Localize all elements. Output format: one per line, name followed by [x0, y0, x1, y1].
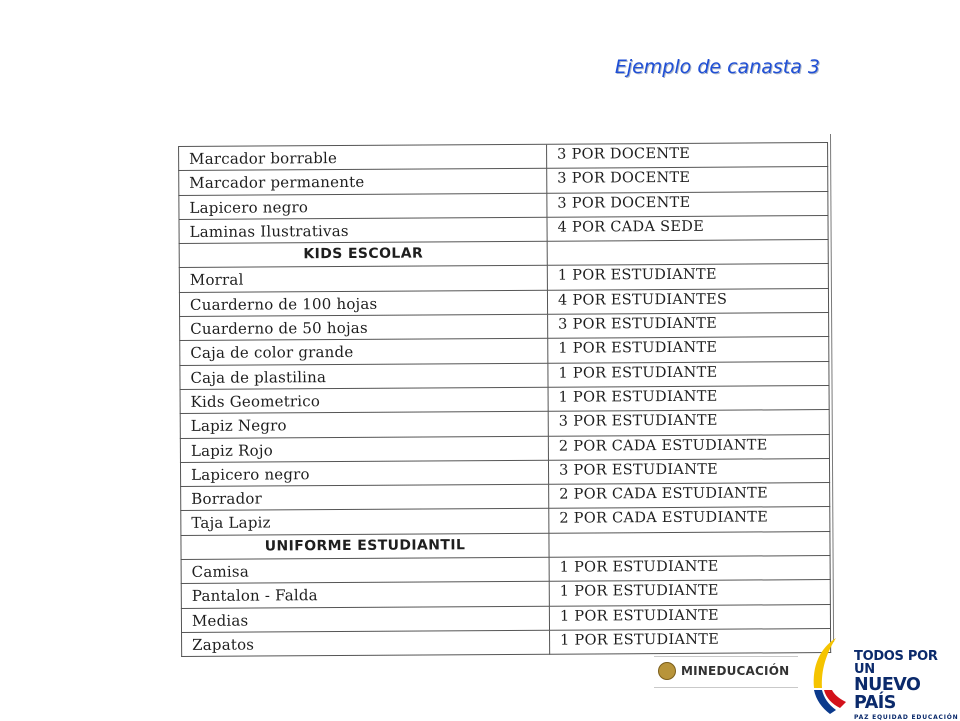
quantity-cell: 1 POR ESTUDIANTE — [558, 340, 718, 358]
colombia-flag-icon — [806, 636, 850, 716]
column-divider — [547, 242, 548, 266]
coat-of-arms-icon — [658, 662, 676, 680]
column-divider — [548, 461, 549, 485]
item-cell: Lapicero negro — [191, 465, 310, 484]
quantity-cell: 3 POR DOCENTE — [557, 194, 691, 212]
section-title: UNIFORME ESTUDIANTIL — [264, 537, 466, 555]
item-cell: Lapicero negro — [189, 197, 309, 217]
column-divider — [549, 631, 550, 655]
footer-logos — [650, 632, 960, 720]
quantity-cell: 2 POR CADA ESTUDIANTE — [559, 509, 769, 528]
item-cell: Camisa — [191, 562, 250, 581]
quantity-cell: 3 POR ESTUDIANTE — [558, 315, 718, 333]
quantity-cell: 3 POR DOCENTE — [557, 145, 691, 163]
item-cell: Marcador permanente — [189, 173, 365, 193]
column-divider — [546, 145, 547, 169]
item-cell: Cuarderno de 100 hojas — [189, 294, 378, 314]
item-cell: Kids Geometrico — [190, 392, 321, 411]
column-divider — [548, 436, 549, 460]
section-title: KIDS ESCOLAR — [303, 245, 424, 263]
column-divider — [546, 169, 547, 193]
quantity-cell: 1 POR ESTUDIANTE — [557, 267, 717, 285]
quantity-cell: 1 POR ESTUDIANTE — [559, 583, 719, 601]
item-cell: Morral — [189, 271, 244, 290]
column-divider — [547, 291, 548, 315]
quantity-cell: 3 POR ESTUDIANTE — [558, 461, 719, 479]
quantity-cell: 1 POR ESTUDIANTE — [559, 558, 719, 576]
item-cell: Caja de color grande — [190, 343, 354, 363]
quantity-cell: 1 POR ESTUDIANTE — [558, 364, 718, 382]
item-cell: Zapatos — [192, 635, 255, 654]
column-divider — [549, 582, 550, 606]
mineducacion-logo — [654, 656, 798, 688]
column-divider — [548, 412, 549, 436]
column-divider — [549, 606, 550, 630]
supply-table — [178, 142, 831, 657]
item-cell: Borrador — [191, 489, 263, 509]
mineducacion-logo-text: MINEDUCACIÓN — [681, 664, 790, 678]
column-divider — [546, 218, 547, 242]
item-cell: Marcador borrable — [189, 149, 338, 168]
item-cell: Lapiz Rojo — [190, 440, 273, 460]
item-cell: Laminas Ilustrativas — [189, 221, 349, 241]
slogan-line-3: PAZ EQUIDAD EDUCACIÓN — [854, 714, 959, 721]
quantity-cell: 2 POR CADA ESTUDIANTE — [559, 485, 768, 503]
column-divider — [548, 485, 549, 509]
quantity-cell: 3 POR DOCENTE — [557, 170, 691, 187]
item-cell: Pantalon - Falda — [191, 586, 318, 606]
column-divider — [547, 339, 548, 363]
slogan-line-1: TODOS POR UN — [854, 649, 938, 677]
column-divider — [548, 388, 549, 412]
column-divider — [547, 315, 548, 339]
column-divider — [548, 533, 549, 557]
column-divider — [547, 363, 548, 387]
quantity-cell: 2 POR CADA ESTUDIANTE — [558, 436, 768, 455]
item-cell: Caja de plastilina — [190, 367, 327, 387]
item-cell: Cuarderno de 50 hojas — [190, 318, 368, 339]
column-divider — [549, 558, 550, 582]
column-divider — [546, 193, 547, 217]
column-divider — [548, 509, 549, 533]
item-cell: Medias — [191, 611, 249, 630]
quantity-cell: 1 POR ESTUDIANTE — [559, 607, 719, 625]
slogan-line-2: NUEVO PAÍS — [854, 675, 921, 713]
quantity-cell: 1 POR ESTUDIANTE — [560, 631, 720, 649]
column-divider — [547, 266, 548, 290]
item-cell: Taja Lapiz — [191, 513, 271, 533]
quantity-cell: 4 POR ESTUDIANTES — [557, 291, 728, 309]
item-cell: Lapiz Negro — [190, 416, 287, 436]
quantity-cell: 1 POR ESTUDIANTE — [558, 388, 718, 406]
scanned-supply-list — [178, 134, 837, 654]
quantity-cell: 3 POR ESTUDIANTE — [558, 412, 718, 430]
quantity-cell: 4 POR CADA SEDE — [557, 218, 705, 236]
todos-por-un-nuevo-pais-logo — [854, 650, 960, 721]
slide-title: Ejemplo de canasta 3 — [614, 56, 820, 78]
